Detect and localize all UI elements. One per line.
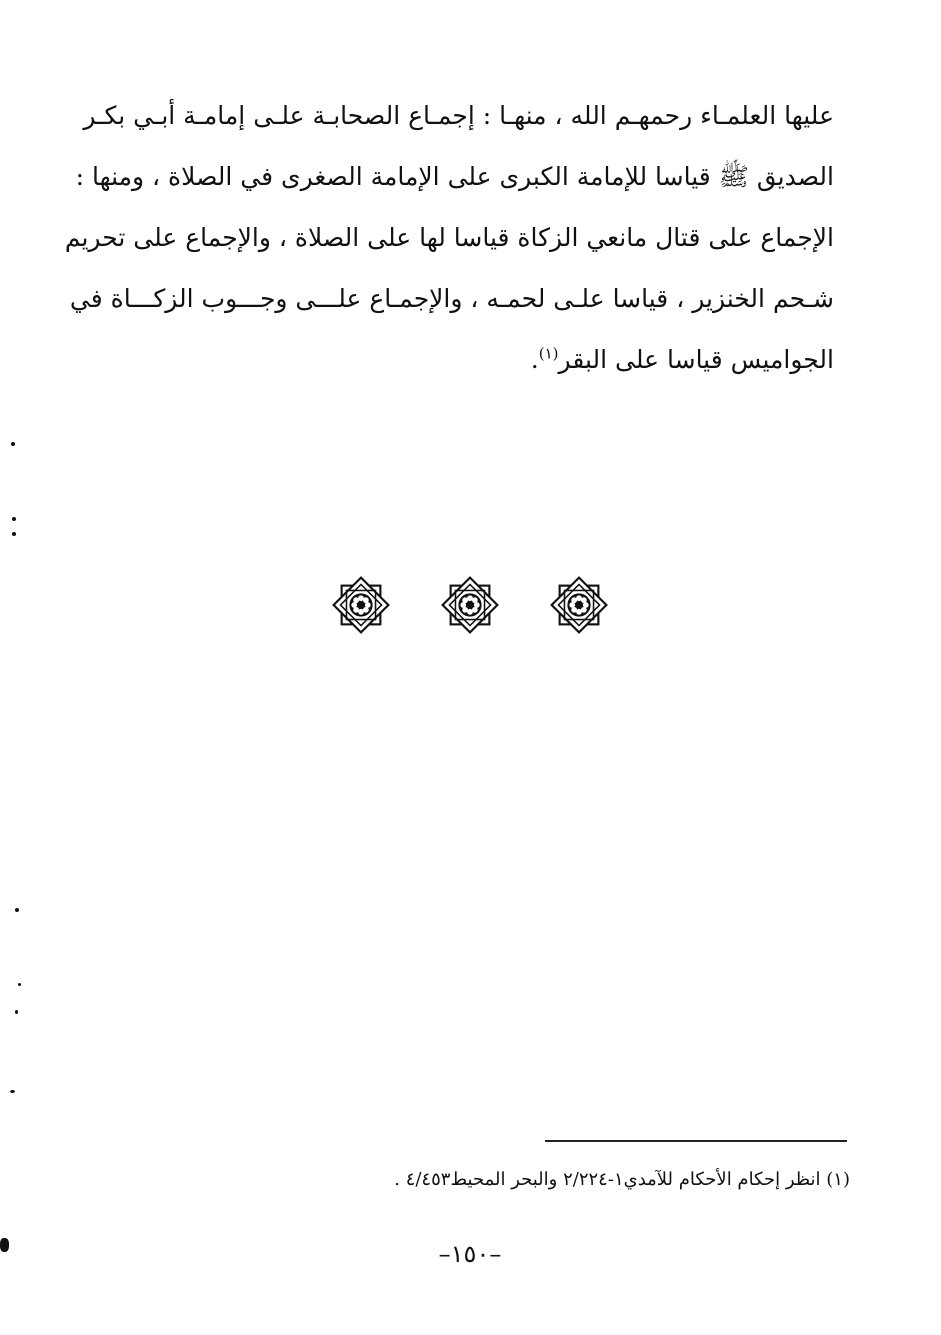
body-paragraph (64, 92, 834, 397)
footnote-reference: (١) (538, 344, 559, 363)
scan-speck (15, 908, 19, 912)
body-line-2: الصديق ﷺ قياسا للإمامة الكبرى على الإمامة الصغرى في الصلاة ، ومنها : (75, 162, 834, 191)
body-line-5-text: الجواميس قياسا على البقر (558, 345, 834, 374)
scan-speck (11, 442, 15, 446)
body-line-3: الإجماع على قتال مانعي الزكاة قياسا لها على الصلاة ، والإجماع على تحريم (64, 223, 834, 252)
scan-speck (12, 517, 16, 521)
body-line-5 (92, 336, 834, 397)
body-end-period: . (530, 345, 539, 374)
footnote-separator (545, 1140, 847, 1142)
body-line-1: عليها العلمـاء رحمهـم الله ، منهـا : إجمـاع الصحابـة علـى إمامـة أبـي بكـر (83, 101, 834, 130)
scan-speck (10, 1090, 15, 1093)
footnote-text: (١) انظر إحكام الأحكام للآمدي١-٢/٢٢٤ والبحر المحيط٤/٤٥٣ . (394, 1169, 850, 1190)
page-number: –١٥٠– (438, 1240, 502, 1268)
scan-speck (12, 532, 16, 536)
rosette-ornament-icon (439, 574, 501, 636)
rosette-ornament-icon (330, 574, 392, 636)
scan-speck (15, 1010, 18, 1014)
scan-speck (0, 1238, 9, 1252)
scan-speck (18, 983, 21, 986)
rosette-ornament-icon (548, 574, 610, 636)
section-divider-ornaments (330, 570, 610, 640)
body-line-4: شـحم الخنزير ، قياسا علـى لحمـه ، والإجمـاع علـــى وجـــوب الزكـــاة في (69, 284, 834, 313)
